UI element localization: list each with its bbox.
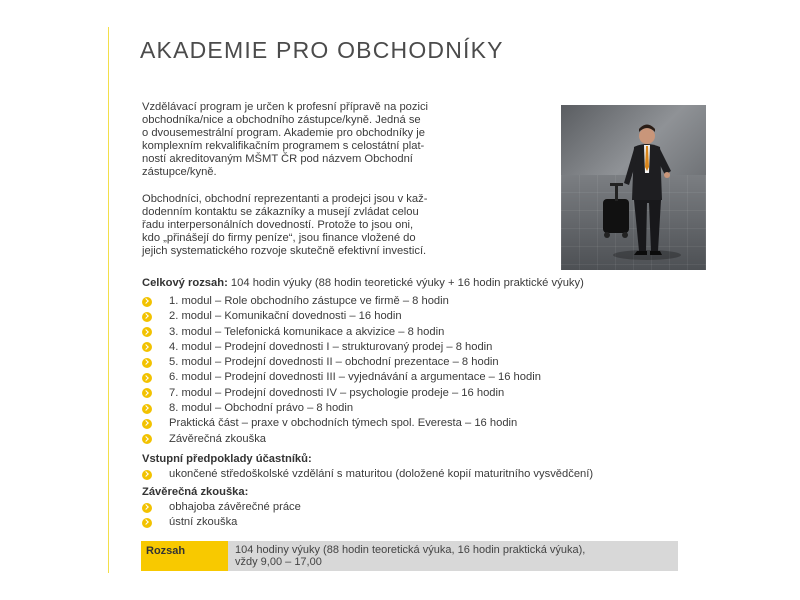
module-label: 6. modul – Prodejní dovednosti III – vyjednávání a argumentace – 16 hodin	[169, 371, 541, 384]
chevron-right-circle-icon	[142, 434, 152, 444]
module-label: 3. modul – Telefonická komunikace a akvizice – 8 hodin	[169, 325, 445, 338]
prerequisites-section	[142, 452, 702, 482]
businessman-photo	[561, 105, 706, 270]
list-item	[142, 355, 702, 370]
module-label: 5. modul – Prodejní dovednosti II – obchodní prezentace – 8 hodin	[169, 356, 499, 369]
list-item	[142, 294, 702, 309]
intro-line: ností akreditovaným MŠMT ČR pod názvem Obchodní	[142, 153, 413, 166]
intro-line: o dvousemestrální program. Akademie pro obchodníky je	[142, 127, 425, 140]
chevron-right-circle-icon	[142, 518, 152, 528]
list-item	[142, 370, 702, 385]
vertical-accent-rule	[108, 27, 109, 573]
businessman-illustration	[561, 105, 706, 270]
list-item	[142, 416, 702, 431]
scope-label: Celkový rozsah:	[142, 277, 228, 289]
intro-line: jejich systematického rozvoje skutečně efektivní investicí.	[142, 244, 427, 257]
intro-line: kdo „přinášejí do firmy peníze“, jsou finance vložené do	[142, 231, 416, 244]
intro-line: dodenním kontaktu se zákazníky a musejí zvládat celou	[142, 205, 419, 218]
summary-table	[141, 541, 678, 571]
prerequisite-label: ukončené středoškolské vzdělání s maturitou (doložené kopií maturitního vysvědčení)	[169, 468, 594, 480]
chevron-right-circle-icon	[142, 503, 152, 513]
final-exam-item: ústní zkouška	[169, 516, 238, 529]
intro-paragraph-2	[142, 193, 487, 258]
chevron-right-circle-icon	[142, 358, 152, 368]
module-label: Závěrečná zkouška	[169, 432, 267, 445]
list-item	[142, 325, 702, 340]
summary-line: vždy 9,00 – 17,00	[235, 556, 322, 568]
list-item	[142, 467, 702, 482]
module-label: 1. modul – Role obchodního zástupce ve firmě – 8 hodin	[169, 295, 449, 307]
intro-line: Obchodníci, obchodní reprezentanti a prodejci jsou v kaž-	[142, 192, 428, 205]
list-item	[142, 515, 702, 530]
intro-line: řadu interpersonálních dovedností. Protože to jsou oni,	[142, 218, 414, 231]
list-item	[142, 432, 702, 447]
modules-list	[142, 294, 702, 447]
chevron-right-circle-icon	[142, 388, 152, 398]
intro-line: zástupce/kyně.	[142, 166, 217, 179]
scope-text: 104 hodin výuky (88 hodin teoretické výuky + 16 hodin praktické výuky)	[227, 277, 584, 289]
chevron-right-circle-icon	[142, 419, 152, 429]
scope-line	[142, 277, 702, 289]
list-item	[142, 340, 702, 355]
list-item	[142, 401, 702, 416]
page-title: AKADEMIE PRO OBCHODNÍKY	[140, 37, 504, 63]
list-item	[142, 309, 702, 324]
intro-line: komplexním rekvalifikačním programem s celostátní plat-	[142, 140, 425, 153]
module-label: 7. modul – Prodejní dovednosti IV – psychologie prodeje – 16 hodin	[169, 386, 505, 399]
list-item	[142, 386, 702, 401]
chevron-right-circle-icon	[142, 312, 152, 322]
final-exam-heading: Závěrečná zkouška:	[142, 486, 249, 498]
chevron-right-circle-icon	[142, 327, 152, 337]
intro-line: obchodníka/nice a obchodního zástupce/kyně. Jedná se	[142, 114, 421, 127]
final-exam-item: obhajoba závěrečné práce	[169, 501, 301, 513]
module-label: Praktická část – praxe v obchodních týmech spol. Everesta – 16 hodin	[169, 417, 518, 430]
final-exam-list	[142, 500, 702, 531]
intro-line: Vzdělávací program je určen k profesní přípravě na pozici	[142, 101, 429, 113]
summary-table-label: Rozsah	[141, 541, 228, 571]
module-label: 2. modul – Komunikační dovednosti – 16 hodin	[169, 310, 402, 323]
summary-table-value	[228, 541, 678, 571]
chevron-right-circle-icon	[142, 373, 152, 383]
intro-text	[142, 101, 487, 258]
prerequisites-heading: Vstupní předpoklady účastníků:	[142, 453, 312, 465]
prerequisites-list	[142, 467, 702, 482]
module-label: 8. modul – Obchodní právo – 8 hodin	[169, 402, 354, 415]
chevron-right-circle-icon	[142, 470, 152, 480]
chevron-right-circle-icon	[142, 404, 152, 414]
module-label: 4. modul – Prodejní dovednosti I – strukturovaný prodej – 8 hodin	[169, 340, 493, 353]
list-item	[142, 500, 702, 515]
intro-paragraph-1	[142, 101, 487, 180]
summary-line: 104 hodiny výuky (88 hodin teoretická výuka, 16 hodin praktická výuka),	[235, 544, 586, 556]
final-exam-section	[142, 485, 702, 531]
chevron-right-circle-icon	[142, 297, 152, 307]
modules-section	[142, 294, 702, 447]
chevron-right-circle-icon	[142, 342, 152, 352]
